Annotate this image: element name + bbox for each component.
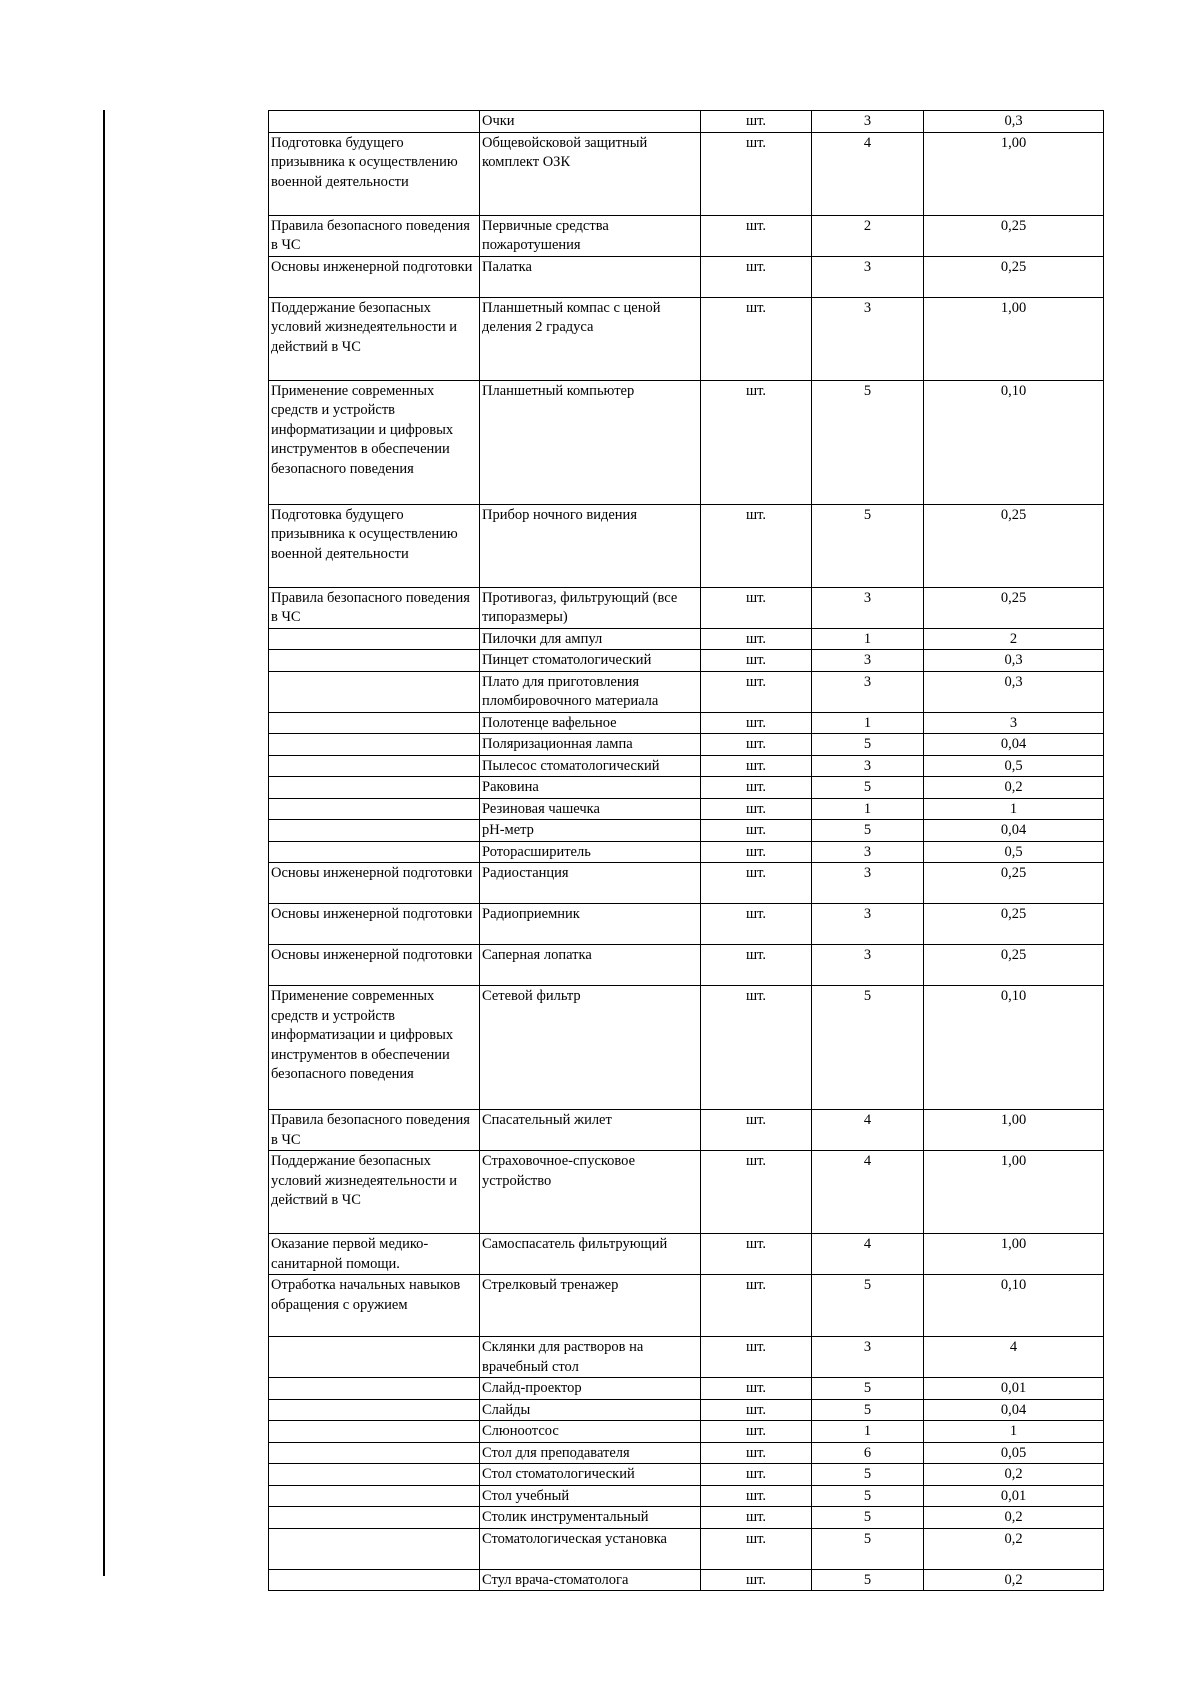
cell-norm: 0,2 xyxy=(924,1528,1104,1569)
cell-section xyxy=(269,671,480,712)
cell-unit: шт. xyxy=(701,1464,812,1486)
table-row xyxy=(269,1569,1104,1591)
cell-norm: 0,01 xyxy=(924,1485,1104,1507)
cell-unit: шт. xyxy=(701,1421,812,1443)
cell-quantity: 3 xyxy=(812,841,924,863)
cell-norm: 2 xyxy=(924,628,1104,650)
table-row xyxy=(269,986,1104,1110)
cell-quantity: 5 xyxy=(812,504,924,587)
cell-item-name: Планшетный компас с ценой деления 2 градуса xyxy=(480,297,701,380)
cell-section xyxy=(269,1421,480,1443)
cell-unit: шт. xyxy=(701,820,812,842)
cell-norm: 0,10 xyxy=(924,986,1104,1110)
cell-item-name: Пинцет стоматологический xyxy=(480,650,701,672)
cell-section: Правила безопасного поведения в ЧС xyxy=(269,587,480,628)
cell-section xyxy=(269,712,480,734)
cell-item-name: Страховочное-спусковое устройство xyxy=(480,1151,701,1234)
cell-section: Правила безопасного поведения в ЧС xyxy=(269,215,480,256)
table-row xyxy=(269,1337,1104,1378)
cell-section: Поддержание безопасных условий жизнедеятельности и действий в ЧС xyxy=(269,297,480,380)
cell-unit: шт. xyxy=(701,1569,812,1591)
table-row xyxy=(269,1378,1104,1400)
table-row xyxy=(269,1442,1104,1464)
table-row xyxy=(269,777,1104,799)
cell-unit: шт. xyxy=(701,1110,812,1151)
cell-unit: шт. xyxy=(701,1234,812,1275)
cell-norm: 0,05 xyxy=(924,1442,1104,1464)
cell-section xyxy=(269,755,480,777)
cell-quantity: 3 xyxy=(812,904,924,945)
cell-quantity: 3 xyxy=(812,755,924,777)
cell-item-name: pH-метр xyxy=(480,820,701,842)
cell-item-name: Стул врача-стоматолога xyxy=(480,1569,701,1591)
cell-quantity: 5 xyxy=(812,1569,924,1591)
cell-unit: шт. xyxy=(701,1442,812,1464)
cell-section xyxy=(269,820,480,842)
cell-quantity: 5 xyxy=(812,777,924,799)
cell-unit: шт. xyxy=(701,904,812,945)
table-row xyxy=(269,1421,1104,1443)
cell-norm: 0,25 xyxy=(924,863,1104,904)
table-row xyxy=(269,863,1104,904)
cell-quantity: 4 xyxy=(812,1110,924,1151)
cell-norm: 0,3 xyxy=(924,111,1104,133)
cell-section: Поддержание безопасных условий жизнедеятельности и действий в ЧС xyxy=(269,1151,480,1234)
cell-item-name: Стоматологическая установка xyxy=(480,1528,701,1569)
table-row xyxy=(269,1485,1104,1507)
cell-unit: шт. xyxy=(701,132,812,215)
cell-section xyxy=(269,1337,480,1378)
cell-unit: шт. xyxy=(701,380,812,504)
cell-norm: 0,25 xyxy=(924,945,1104,986)
cell-section xyxy=(269,1507,480,1529)
cell-unit: шт. xyxy=(701,1378,812,1400)
cell-item-name: Саперная лопатка xyxy=(480,945,701,986)
table-row xyxy=(269,841,1104,863)
cell-section: Основы инженерной подготовки xyxy=(269,256,480,297)
cell-unit: шт. xyxy=(701,863,812,904)
cell-quantity: 1 xyxy=(812,1421,924,1443)
cell-unit: шт. xyxy=(701,841,812,863)
cell-unit: шт. xyxy=(701,945,812,986)
cell-quantity: 5 xyxy=(812,1528,924,1569)
cell-item-name: Сетевой фильтр xyxy=(480,986,701,1110)
cell-norm: 0,04 xyxy=(924,820,1104,842)
cell-section xyxy=(269,1378,480,1400)
cell-norm: 1,00 xyxy=(924,1110,1104,1151)
cell-unit: шт. xyxy=(701,1399,812,1421)
cell-item-name: Резиновая чашечка xyxy=(480,798,701,820)
cell-norm: 0,25 xyxy=(924,587,1104,628)
cell-item-name: Столик инструментальный xyxy=(480,1507,701,1529)
cell-quantity: 3 xyxy=(812,863,924,904)
cell-norm: 0,25 xyxy=(924,256,1104,297)
cell-quantity: 4 xyxy=(812,1151,924,1234)
cell-unit: шт. xyxy=(701,587,812,628)
cell-norm: 0,2 xyxy=(924,1507,1104,1529)
cell-section xyxy=(269,841,480,863)
cell-section xyxy=(269,798,480,820)
cell-unit: шт. xyxy=(701,215,812,256)
cell-unit: шт. xyxy=(701,734,812,756)
table-row xyxy=(269,111,1104,133)
cell-item-name: Прибор ночного видения xyxy=(480,504,701,587)
cell-quantity: 4 xyxy=(812,1234,924,1275)
cell-item-name: Плато для приготовления пломбировочного материала xyxy=(480,671,701,712)
cell-section: Подготовка будущего призывника к осуществлению военной деятельности xyxy=(269,132,480,215)
cell-norm: 0,10 xyxy=(924,1275,1104,1337)
cell-section xyxy=(269,1464,480,1486)
cell-quantity: 5 xyxy=(812,380,924,504)
cell-unit: шт. xyxy=(701,297,812,380)
cell-section xyxy=(269,1442,480,1464)
cell-unit: шт. xyxy=(701,1507,812,1529)
cell-norm: 0,5 xyxy=(924,841,1104,863)
cell-item-name: Поляризационная лампа xyxy=(480,734,701,756)
table-row xyxy=(269,1528,1104,1569)
cell-quantity: 3 xyxy=(812,111,924,133)
cell-unit: шт. xyxy=(701,1337,812,1378)
table-row xyxy=(269,945,1104,986)
cell-norm: 1,00 xyxy=(924,1234,1104,1275)
cell-item-name: Противогаз, фильтрующий (все типоразмеры) xyxy=(480,587,701,628)
table-row xyxy=(269,587,1104,628)
cell-quantity: 5 xyxy=(812,734,924,756)
cell-norm: 0,04 xyxy=(924,1399,1104,1421)
cell-item-name: Радиостанция xyxy=(480,863,701,904)
table-row xyxy=(269,1234,1104,1275)
cell-section: Основы инженерной подготовки xyxy=(269,945,480,986)
cell-unit: шт. xyxy=(701,628,812,650)
cell-norm: 0,25 xyxy=(924,215,1104,256)
cell-item-name: Пылесос стоматологический xyxy=(480,755,701,777)
cell-quantity: 3 xyxy=(812,945,924,986)
cell-item-name: Стрелковый тренажер xyxy=(480,1275,701,1337)
cell-unit: шт. xyxy=(701,650,812,672)
cell-section xyxy=(269,777,480,799)
cell-norm: 1 xyxy=(924,1421,1104,1443)
table-row xyxy=(269,820,1104,842)
cell-item-name: Самоспасатель фильтрующий xyxy=(480,1234,701,1275)
cell-item-name: Радиоприемник xyxy=(480,904,701,945)
table-row xyxy=(269,628,1104,650)
cell-section: Отработка начальных навыков обращения с оружием xyxy=(269,1275,480,1337)
cell-section xyxy=(269,111,480,133)
cell-norm: 1,00 xyxy=(924,132,1104,215)
cell-section: Применение современных средств и устройств информатизации и цифровых инструментов в обеспечении безопасного поведения xyxy=(269,986,480,1110)
table-row xyxy=(269,1275,1104,1337)
table-row xyxy=(269,1399,1104,1421)
cell-quantity: 3 xyxy=(812,256,924,297)
cell-unit: шт. xyxy=(701,111,812,133)
cell-unit: шт. xyxy=(701,1275,812,1337)
table-row xyxy=(269,1507,1104,1529)
table-row xyxy=(269,798,1104,820)
cell-quantity: 5 xyxy=(812,820,924,842)
cell-section xyxy=(269,628,480,650)
cell-norm: 0,2 xyxy=(924,1569,1104,1591)
cell-norm: 0,2 xyxy=(924,1464,1104,1486)
cell-norm: 3 xyxy=(924,712,1104,734)
cell-section xyxy=(269,650,480,672)
cell-quantity: 3 xyxy=(812,587,924,628)
cell-item-name: Склянки для растворов на врачебный стол xyxy=(480,1337,701,1378)
cell-item-name: Общевойсковой защитный комплект ОЗК xyxy=(480,132,701,215)
table-row xyxy=(269,256,1104,297)
cell-quantity: 2 xyxy=(812,215,924,256)
cell-quantity: 3 xyxy=(812,297,924,380)
table-row xyxy=(269,132,1104,215)
cell-item-name: Слайд-проектор xyxy=(480,1378,701,1400)
cell-item-name: Спасательный жилет xyxy=(480,1110,701,1151)
table-row xyxy=(269,904,1104,945)
cell-quantity: 3 xyxy=(812,650,924,672)
cell-section: Основы инженерной подготовки xyxy=(269,904,480,945)
cell-quantity: 5 xyxy=(812,1464,924,1486)
cell-unit: шт. xyxy=(701,986,812,1110)
table-row xyxy=(269,671,1104,712)
table-row xyxy=(269,755,1104,777)
cell-quantity: 3 xyxy=(812,1337,924,1378)
cell-item-name: Стол стоматологический xyxy=(480,1464,701,1486)
cell-item-name: Раковина xyxy=(480,777,701,799)
cell-unit: шт. xyxy=(701,671,812,712)
cell-norm: 0,3 xyxy=(924,650,1104,672)
cell-unit: шт. xyxy=(701,777,812,799)
cell-item-name: Первичные средства пожаротушения xyxy=(480,215,701,256)
table-row xyxy=(269,215,1104,256)
equipment-table-body xyxy=(269,111,1104,1591)
cell-section: Основы инженерной подготовки xyxy=(269,863,480,904)
table-row xyxy=(269,380,1104,504)
cell-unit: шт. xyxy=(701,712,812,734)
cell-norm: 0,01 xyxy=(924,1378,1104,1400)
table-row xyxy=(269,297,1104,380)
cell-norm: 0,5 xyxy=(924,755,1104,777)
cell-item-name: Пилочки для ампул xyxy=(480,628,701,650)
cell-quantity: 5 xyxy=(812,1378,924,1400)
cell-section xyxy=(269,1485,480,1507)
cell-unit: шт. xyxy=(701,504,812,587)
cell-quantity: 1 xyxy=(812,712,924,734)
cell-unit: шт. xyxy=(701,1151,812,1234)
cell-item-name: Палатка xyxy=(480,256,701,297)
cell-quantity: 4 xyxy=(812,132,924,215)
cell-quantity: 5 xyxy=(812,1399,924,1421)
table-row xyxy=(269,1151,1104,1234)
cell-quantity: 1 xyxy=(812,628,924,650)
cell-quantity: 5 xyxy=(812,1275,924,1337)
table-row xyxy=(269,1110,1104,1151)
cell-item-name: Роторасширитель xyxy=(480,841,701,863)
cell-norm: 1,00 xyxy=(924,1151,1104,1234)
cell-unit: шт. xyxy=(701,1528,812,1569)
cell-unit: шт. xyxy=(701,798,812,820)
cell-item-name: Стол для преподавателя xyxy=(480,1442,701,1464)
cell-quantity: 5 xyxy=(812,1485,924,1507)
cell-quantity: 3 xyxy=(812,671,924,712)
cell-section xyxy=(269,1528,480,1569)
cell-norm: 1 xyxy=(924,798,1104,820)
cell-norm: 0,04 xyxy=(924,734,1104,756)
cell-quantity: 5 xyxy=(812,986,924,1110)
cell-item-name: Полотенце вафельное xyxy=(480,712,701,734)
cell-norm: 0,3 xyxy=(924,671,1104,712)
cell-section xyxy=(269,1569,480,1591)
table-row xyxy=(269,650,1104,672)
cell-unit: шт. xyxy=(701,755,812,777)
table-row xyxy=(269,712,1104,734)
page-margin-line xyxy=(103,110,105,1576)
cell-item-name: Слайды xyxy=(480,1399,701,1421)
cell-unit: шт. xyxy=(701,1485,812,1507)
table-row xyxy=(269,1464,1104,1486)
table-row xyxy=(269,734,1104,756)
cell-section xyxy=(269,1399,480,1421)
cell-quantity: 5 xyxy=(812,1507,924,1529)
cell-quantity: 6 xyxy=(812,1442,924,1464)
cell-norm: 0,25 xyxy=(924,904,1104,945)
cell-norm: 0,25 xyxy=(924,504,1104,587)
equipment-table xyxy=(268,110,1104,1591)
cell-section: Применение современных средств и устройств информатизации и цифровых инструментов в обеспечении безопасного поведения xyxy=(269,380,480,504)
cell-item-name: Слюноотсос xyxy=(480,1421,701,1443)
cell-section: Подготовка будущего призывника к осуществлению военной деятельности xyxy=(269,504,480,587)
cell-norm: 0,10 xyxy=(924,380,1104,504)
cell-item-name: Стол учебный xyxy=(480,1485,701,1507)
cell-norm: 0,2 xyxy=(924,777,1104,799)
cell-quantity: 1 xyxy=(812,798,924,820)
cell-section xyxy=(269,734,480,756)
cell-section: Оказание первой медико-санитарной помощи. xyxy=(269,1234,480,1275)
cell-item-name: Планшетный компьютер xyxy=(480,380,701,504)
cell-norm: 4 xyxy=(924,1337,1104,1378)
table-row xyxy=(269,504,1104,587)
cell-norm: 1,00 xyxy=(924,297,1104,380)
cell-section: Правила безопасного поведения в ЧС xyxy=(269,1110,480,1151)
cell-item-name: Очки xyxy=(480,111,701,133)
cell-unit: шт. xyxy=(701,256,812,297)
